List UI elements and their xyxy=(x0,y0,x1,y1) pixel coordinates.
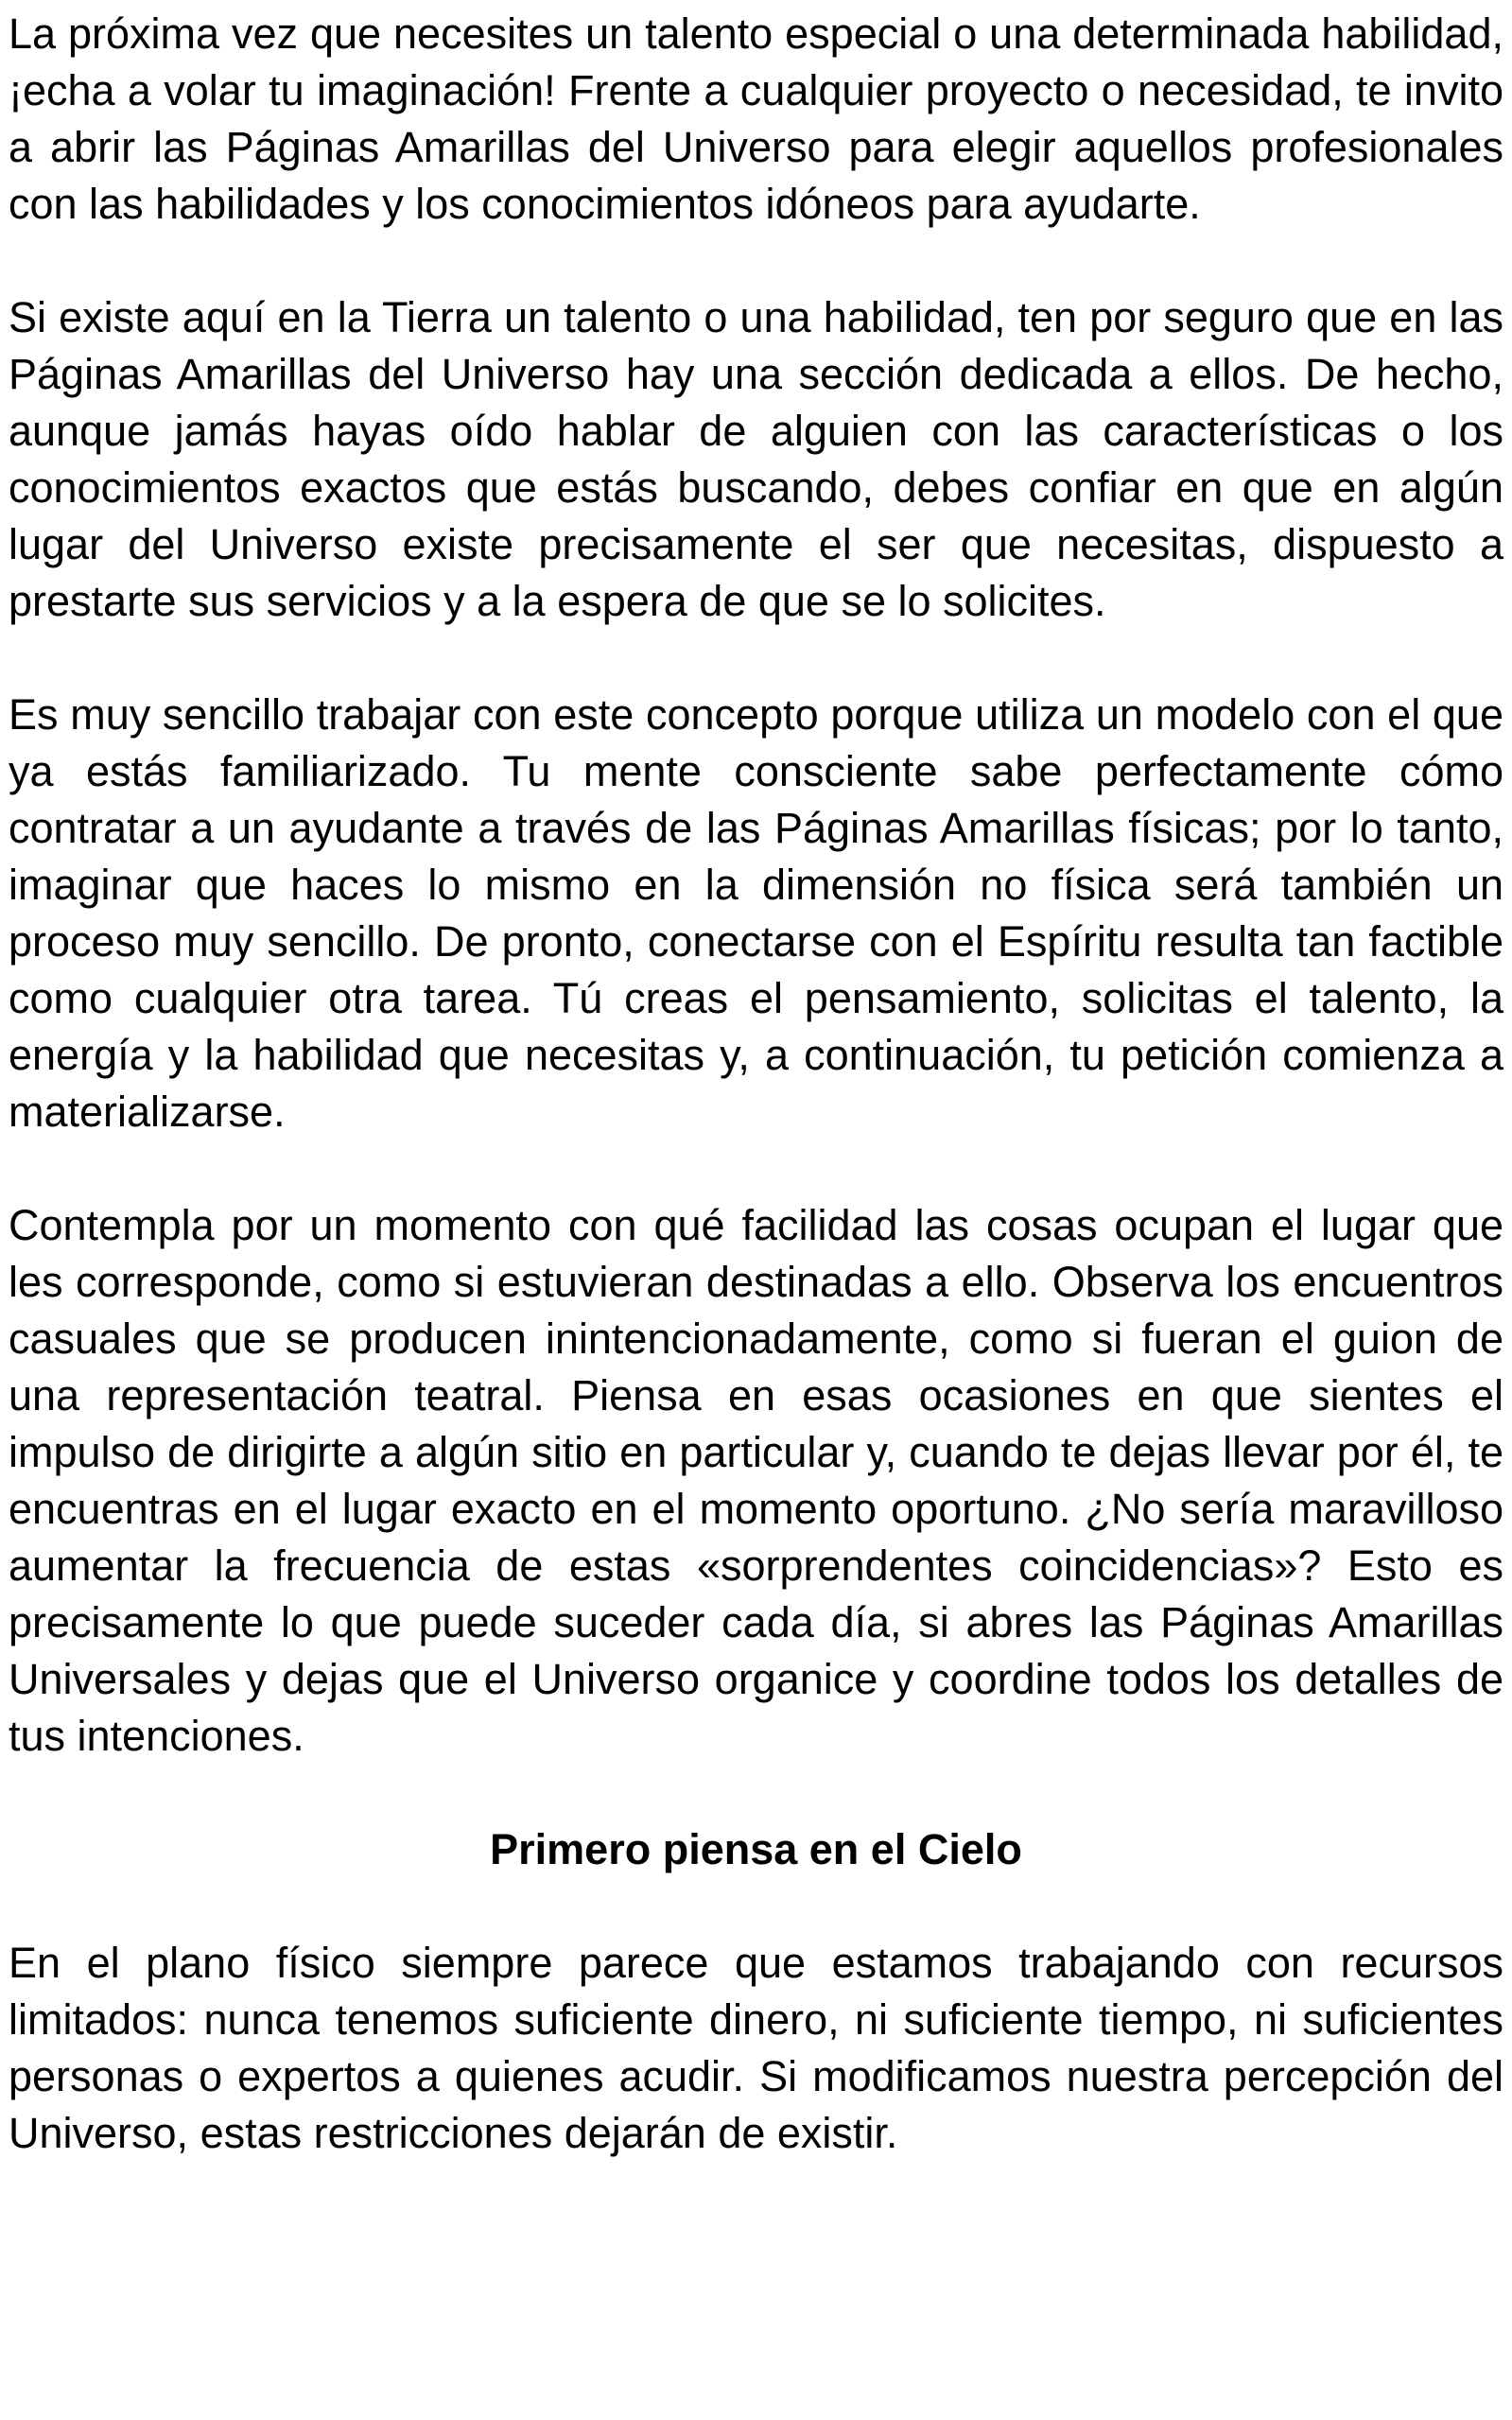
paragraph-3: Es muy sencillo trabajar con este concepto porque utiliza un modelo con el que ya estás familiarizado. Tu mente consciente sabe perfectamente cómo contratar a un ayudante a través de las Páginas Amarillas físicas; por lo tanto, imaginar que haces lo mismo en la dimensión no física será también un proceso muy sencillo. De pronto, conectarse con el Espíritu resulta tan factible como cualquier otra tarea. Tú creas el pensamiento, solicitas el talento, la energía y la habilidad que necesitas y, a continuación, tu petición comienza a materializarse. xyxy=(9,690,1503,1136)
paragraph-2: Si existe aquí en la Tierra un talento o una habilidad, ten por seguro que en las Páginas Amarillas del Universo hay una sección dedicada a ellos. De hecho, aunque jamás hayas oído hablar de alguien con las características o los conocimientos exactos que estás buscando, debes confiar en que en algún lugar del Universo existe precisamente el ser que necesitas, dispuesto a prestarte sus servicios y a la espera de que se lo solicites. xyxy=(9,293,1503,625)
paragraph-4: Contempla por un momento con qué facilidad las cosas ocupan el lugar que les corresponde, como si estuvieran destinadas a ello. Observa los encuentros casuales que se producen inintencionadamente, como si fueran el guion de una representación teatral. Piensa en esas ocasiones en que sientes el impulso de dirigirte a algún sitio en particular y, cuando te dejas llevar por él, te encuentras en el lugar exacto en el momento oportuno. ¿No sería maravilloso aumentar la frecuencia de estas «sorprendentes coincidencias»? Esto es precisamente lo que puede suceder cada día, si abres las Páginas Amarillas Universales y dejas que el Universo organice y coordine todos los detalles de tus intenciones. xyxy=(9,1201,1503,1760)
paragraph-1: La próxima vez que necesites un talento especial o una determinada habilidad, ¡echa a volar tu imaginación! Frente a cualquier proyecto o necesidad, te invito a abrir las Páginas Amarillas del Universo para elegir aquellos profesionales con las habilidades y los conocimientos idóneos para ayudarte. xyxy=(9,9,1503,228)
paragraph-5: En el plano físico siempre parece que estamos trabajando con recursos limitados: nunca tenemos suficiente dinero, ni suficiente tiempo, ni suficientes personas o expertos a quienes acudir. Si modificamos nuestra percepción del Universo, estas restricciones dejarán de existir. xyxy=(9,1939,1503,2157)
section-heading: Primero piensa en el Cielo xyxy=(490,1825,1022,1873)
